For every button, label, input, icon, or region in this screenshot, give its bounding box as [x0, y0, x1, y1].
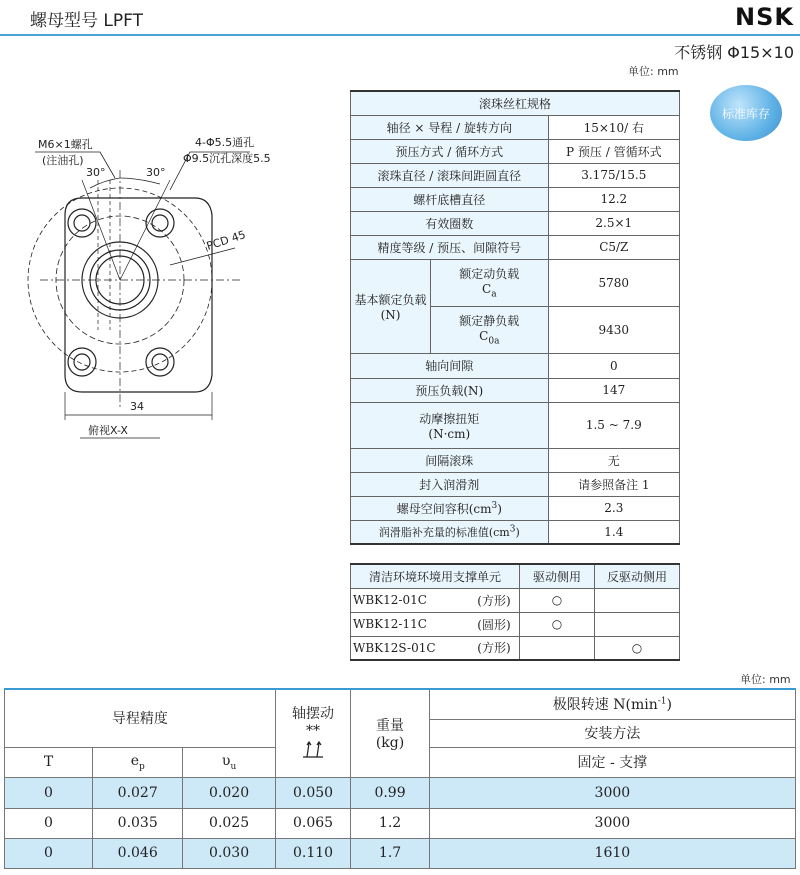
row-runout: 0.065 [275, 808, 351, 838]
through-hole-label: 4-Φ5.5通孔 [195, 136, 255, 149]
support-model: WBK12S-01C [351, 636, 469, 660]
row-ep: 0.035 [93, 808, 183, 838]
load-group-unit: (N) [380, 307, 401, 322]
counterbore-label: Φ9.5沉孔深度5.5 [183, 152, 271, 165]
spec-label: 轴向间隙 [351, 353, 549, 378]
spec-value: 2.5×1 [548, 211, 679, 235]
support-model: WBK12-01C [351, 588, 469, 612]
row-speed: 3000 [429, 808, 795, 838]
mounting-method: 固定 - 支撑 [429, 747, 795, 777]
spec-value: 无 [548, 448, 679, 472]
spec-value: 15×10/ 右 [548, 115, 679, 139]
row-ep: 0.027 [93, 777, 183, 808]
dynamic-load-subscript: a [491, 289, 497, 300]
row-t: 0 [5, 838, 93, 868]
lead-accuracy-header: 导程精度 [5, 689, 276, 747]
row-ep: 0.046 [93, 838, 183, 868]
nsk-logo: NSK [735, 3, 794, 31]
support-shape: (圆形) [469, 612, 520, 636]
load-group-title: 基本额定负载 [354, 292, 427, 307]
width-dimension: 34 [130, 400, 144, 413]
torque-title: 动摩擦扭矩 [419, 411, 480, 426]
nut-volume-value: 2.3 [548, 496, 679, 520]
row-speed: 3000 [429, 777, 795, 808]
spec-label: 有效圈数 [351, 211, 549, 235]
stock-badge: 标准库存 [710, 85, 782, 141]
nut-model-title: 螺母型号 LPFT [30, 11, 143, 31]
static-load-subscript: 0a [488, 336, 500, 347]
drive-side-mark: ○ [520, 588, 595, 612]
unit-label-bottom: 单位: mm [740, 673, 791, 686]
speed-header: 极限转速 $N(\min^{-1})$ [429, 689, 795, 719]
col-t-header: T [5, 747, 93, 777]
torque-unit: (N·cm) [428, 426, 471, 441]
drive-side-mark [520, 636, 595, 660]
mounting-header: 安装方法 [429, 719, 795, 747]
load-group-label [351, 259, 431, 353]
spec-label: 滚珠直径 / 滚珠间距圆直径 [351, 163, 549, 187]
drive-side-mark: ○ [520, 612, 595, 636]
row-vu: 0.030 [183, 838, 275, 868]
nut-volume-label: 螺母空间容积$(cm^3)$ [351, 496, 549, 520]
grease-label: 润滑脂补充量的标准值$(cm^3)$ [351, 520, 549, 544]
spec-label: 精度等级 / 预压、间隙符号 [351, 235, 549, 259]
col-ep-header: $e_p$ [93, 747, 183, 777]
product-spec: 不锈钢 Φ15×10 [674, 43, 794, 62]
nondrive-side-mark [595, 588, 680, 612]
runout-icon [301, 739, 325, 759]
spec-value: 3.175/15.5 [548, 163, 679, 187]
accuracy-speed-table [4, 688, 796, 869]
runout-header [275, 689, 351, 777]
grease-value: 1.4 [548, 520, 679, 544]
support-header: 驱动侧用 [520, 564, 595, 588]
row-weight: 1.7 [351, 838, 429, 868]
col-vu-header: $\upsilon_u$ [183, 747, 275, 777]
row-speed: 1610 [429, 838, 795, 868]
dynamic-load-label [431, 259, 549, 306]
row-t: 0 [5, 777, 93, 808]
ball-screw-spec-table [350, 90, 680, 545]
support-header: 反驱动侧用 [595, 564, 680, 588]
support-model: WBK12-11C [351, 612, 469, 636]
spec-label: 预压方式 / 循环方式 [351, 139, 549, 163]
static-load-title: 额定静负载 [459, 314, 520, 329]
unit-label-top: 单位: mm [628, 65, 679, 78]
spec-label: 封入润滑剂 [351, 472, 549, 496]
angle-left-label: 30° [86, 166, 106, 179]
nondrive-side-mark: ○ [595, 636, 680, 660]
spec-label: 间隔滚珠 [351, 448, 549, 472]
spec-value: P 预压 / 管循环式 [548, 139, 679, 163]
weight-title: 重量 [376, 718, 405, 735]
row-t: 0 [5, 808, 93, 838]
static-load-label [431, 306, 549, 353]
spec-value: 12.2 [548, 187, 679, 211]
dynamic-load-value: 5780 [548, 259, 679, 306]
spec-label: 预压负载(N) [351, 378, 549, 402]
runout-mark: ** [306, 723, 321, 740]
row-runout: 0.050 [275, 777, 351, 808]
static-load-value: 9430 [548, 306, 679, 353]
nut-drawing [20, 120, 340, 450]
runout-title: 轴摆动 [292, 706, 335, 723]
static-load-symbol: C [479, 329, 489, 344]
weight-header [351, 689, 429, 777]
spec-label: 螺杆底槽直径 [351, 187, 549, 211]
row-vu: 0.025 [183, 808, 275, 838]
spec-value: 请参照备注 1 [548, 472, 679, 496]
spec-value: 0 [548, 353, 679, 378]
angle-right-label: 30° [146, 166, 166, 179]
tap-hole-label: M6×1螺孔 [38, 138, 93, 151]
spec-value: C5/Z [548, 235, 679, 259]
support-shape: (方形) [469, 636, 520, 660]
weight-unit: (kg) [375, 735, 405, 752]
support-shape: (方形) [469, 588, 520, 612]
dynamic-load-title: 额定动负载 [459, 267, 520, 282]
row-weight: 1.2 [351, 808, 429, 838]
torque-label [351, 402, 549, 448]
row-vu: 0.020 [183, 777, 275, 808]
view-label: 俯视X-X [88, 424, 128, 437]
spec-label: 轴径 × 导程 / 旋转方向 [351, 115, 549, 139]
support-header: 清洁环境环境用支撑单元 [351, 564, 520, 588]
tap-hole-note: (注油孔) [42, 154, 84, 167]
support-unit-table [350, 563, 680, 661]
pcd-label: PCD 45 [204, 228, 248, 253]
spec-value: 147 [548, 378, 679, 402]
row-runout: 0.110 [275, 838, 351, 868]
spec-table-title: 滚珠丝杠规格 [351, 91, 680, 115]
dynamic-load-symbol: C [482, 282, 492, 297]
nondrive-side-mark [595, 612, 680, 636]
row-weight: 0.99 [351, 777, 429, 808]
torque-value: 1.5 ~ 7.9 [548, 402, 679, 448]
